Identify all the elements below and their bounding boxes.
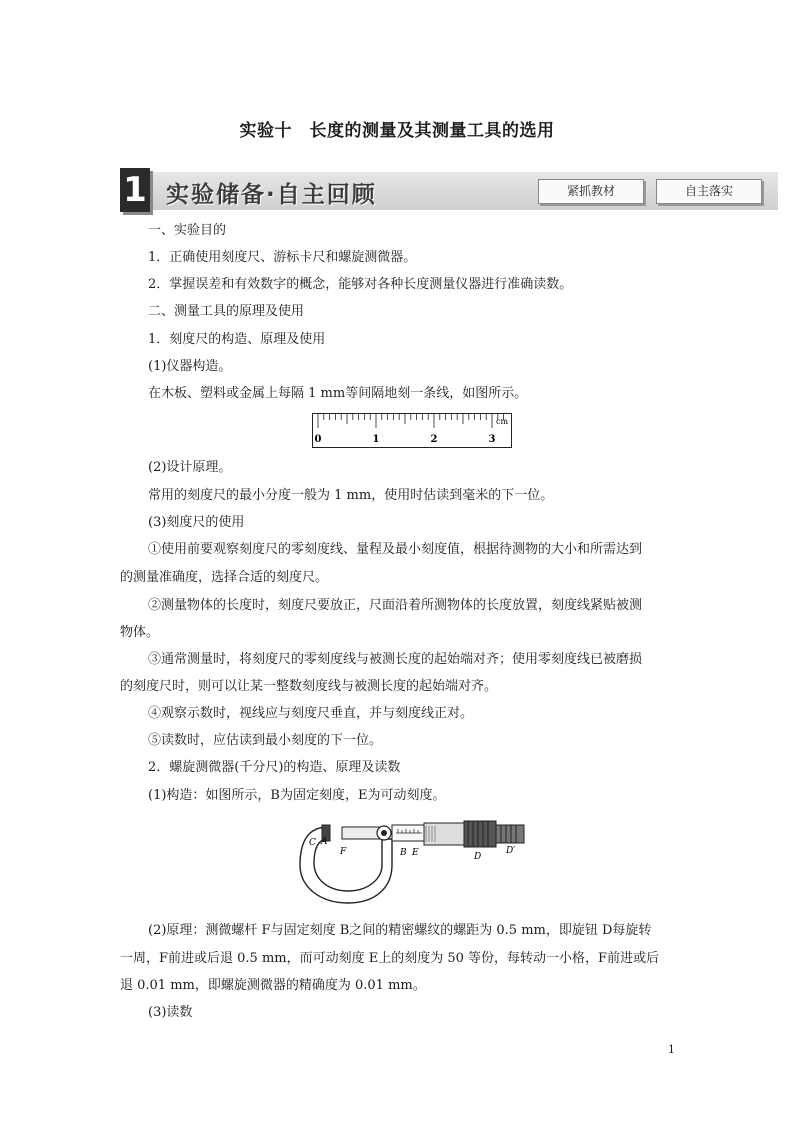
paragraph: 在木板、塑料或金属上每隔 1 mm等间隔地刻一条线，如图所示。 [148,386,528,401]
paragraph: 常用的刻度尺的最小分度一般为 1 mm，使用时估读到毫米的下一位。 [148,488,554,503]
paragraph: 的测量准确度，选择合适的刻度尺。 [120,570,329,585]
paragraph: 2．掌握误差和有效数字的概念，能够对各种长度测量仪器进行准确读数。 [148,277,573,292]
micrometer-label: E [412,848,419,858]
tag-textbook: 紧抓教材 [538,179,644,204]
ruler-figure [312,413,512,449]
micrometer-figure [298,815,530,907]
ruler-unit: cm [496,417,509,426]
paragraph: (2)设计原理。 [148,460,232,475]
micrometer-label: D [474,852,482,862]
paragraph: 退 0.01 mm，即螺旋测微器的精确度为 0.01 mm。 [120,978,426,993]
paragraph: ①使用前要观察刻度尺的零刻度线、量程及最小刻度值，根据待测物的大小和所需达到 [148,542,643,557]
section-heading: 实验储备·自主回顾 [166,182,377,208]
heading-tools: 二、测量工具的原理及使用 [148,304,305,319]
section-number: 1 [120,168,150,212]
micrometer-label: A [321,837,328,847]
section-banner [120,172,778,210]
page-number: 1 [668,1043,675,1056]
paragraph: 的刻度尺时，则可以让某一整数刻度线与被测长度的起始端对齐。 [120,679,498,694]
ruler-label: 2 [430,434,438,445]
paragraph: ④观察示数时，视线应与刻度尺垂直，并与刻度线正对。 [148,706,474,721]
micrometer-label: B [400,848,407,858]
paragraph: 物体。 [120,625,160,640]
page-title: 实验十 长度的测量及其测量工具的选用 [239,121,555,141]
paragraph: ②测量物体的长度时，刻度尺要放正，尺面沿着所测物体的长度放置，刻度线紧贴被测 [148,598,643,613]
micrometer-label: C [309,838,316,848]
paragraph: (3)刻度尺的使用 [148,515,245,530]
paragraph: (3)读数 [148,1005,193,1020]
micrometer-label: F [340,847,347,857]
micrometer-label: D′ [506,846,516,856]
tag-self-study: 自主落实 [656,179,762,204]
paragraph: ③通常测量时，将刻度尺的零刻度线与被测长度的起始端对齐；使用零刻度线已被磨损 [148,652,643,667]
paragraph: 1．刻度尺的构造、原理及使用 [148,332,326,347]
paragraph: 2．螺旋测微器(千分尺)的构造、原理及读数 [148,760,401,775]
paragraph: (1)构造：如图所示，B为固定刻度，E为可动刻度。 [148,788,446,803]
paragraph: (2)原理：测微螺杆 F与固定刻度 B之间的精密螺纹的螺距为 0.5 mm，即旋钮 D每旋转 [148,923,652,938]
ruler-label: 3 [488,434,496,445]
ruler-label: 0 [314,434,322,445]
paragraph: 1．正确使用刻度尺、游标卡尺和螺旋测微器。 [148,250,417,265]
heading-purpose: 一、实验目的 [148,223,227,238]
paragraph: 一周，F前进或后退 0.5 mm，而可动刻度 E上的刻度为 50 等份，每转动一小格，F前进或后 [120,951,660,966]
ruler-label: 1 [372,434,380,445]
paragraph: ⑤读数时，应估读到最小刻度的下一位。 [148,733,383,748]
paragraph: (1)仪器构造。 [148,359,232,374]
